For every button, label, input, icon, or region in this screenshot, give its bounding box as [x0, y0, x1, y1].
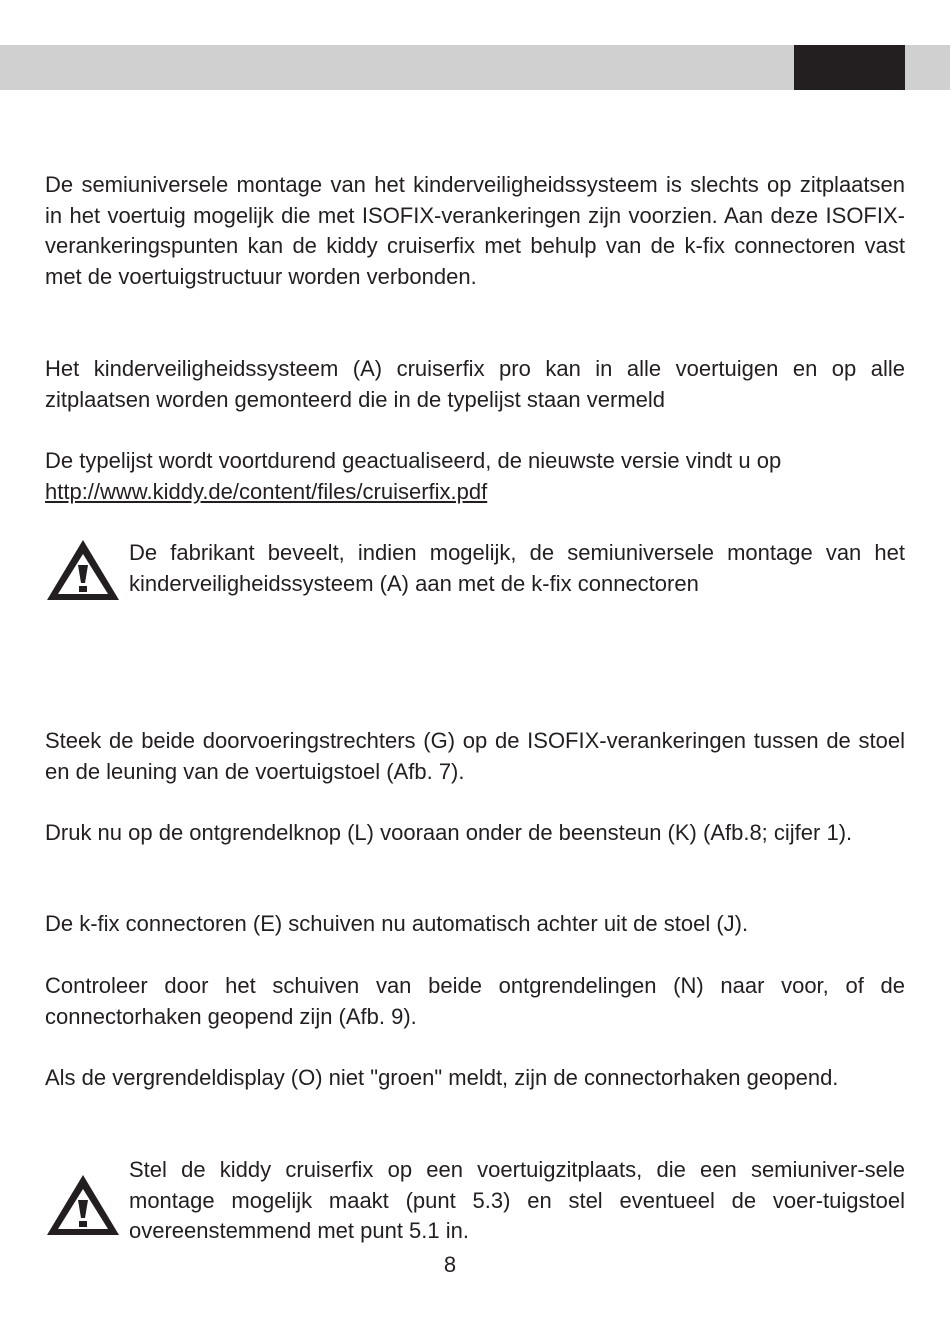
page-number: 8 — [443, 1252, 457, 1277]
typelist-link[interactable]: http://www.kiddy.de/content/files/cruiserfix.pdf — [45, 478, 488, 504]
warning-text-2: Stel de kiddy cruiserfix op een voertuigzitplaats, die een semiuniver-sele montage mogelijk maakt (punt 5.3) en stel eventueel de voer-tuigstoel overeenstemmend met punt 5.1 in. — [129, 1157, 905, 1244]
warning-triangle-icon — [45, 1173, 121, 1237]
section2-paragraph-4: Controleer door het schuiven van beide ontgrendelingen (N) naar voor, of de connectorhaken geopend zijn (Afb. 9). — [45, 973, 905, 1029]
section1-paragraph-3 — [45, 446, 905, 507]
section2-paragraph-5: Als de vergrendeldisplay (O) niet "groen" meldt, zijn de connectorhaken geopend. — [45, 1065, 839, 1090]
section1-paragraph-2: Het kinderveiligheidssysteem (A) cruiserfix pro kan in alle voertuigen en op alle zitplaatsen worden gemonteerd die in de typelijst staan vermeld — [45, 356, 905, 412]
section2-paragraph-3: De k-fix connectoren (E) schuiven nu automatisch achter uit de stoel (J). — [45, 911, 749, 936]
warning-triangle-icon — [45, 538, 121, 602]
section2-paragraph-2: Druk nu op de ontgrendelknop (L) vooraan onder de beensteun (K) (Afb.8; cijfer 1). — [45, 820, 853, 845]
warning-text-1: De fabrikant beveelt, indien mogelijk, de semiuniversele montage van het kinderveiligheidssysteem (A) aan met de k-fix connectoren — [129, 540, 905, 596]
typelist-text: De typelijst wordt voortdurend geactualiseerd, de nieuwste versie vindt u op — [45, 448, 782, 473]
section2-paragraph-1: Steek de beide doorvoeringstrechters (G) op de ISOFIX-verankeringen tussen de stoel en de leuning van de voertuigstoel (Afb. 7). — [45, 728, 905, 784]
header-chapter-tab — [794, 45, 905, 90]
section1-paragraph-1: De semiuniversele montage van het kinderveiligheidssysteem is slechts op zitplaatsen in het voertuig mogelijk die met ISOFIX-verankeringen zijn voorzien. Aan deze ISOFIX-verankeringspunten kan de kiddy cruiserfix met behulp van de k-fix connectoren vast met de voertuigstructuur worden verbonden. — [45, 172, 905, 290]
